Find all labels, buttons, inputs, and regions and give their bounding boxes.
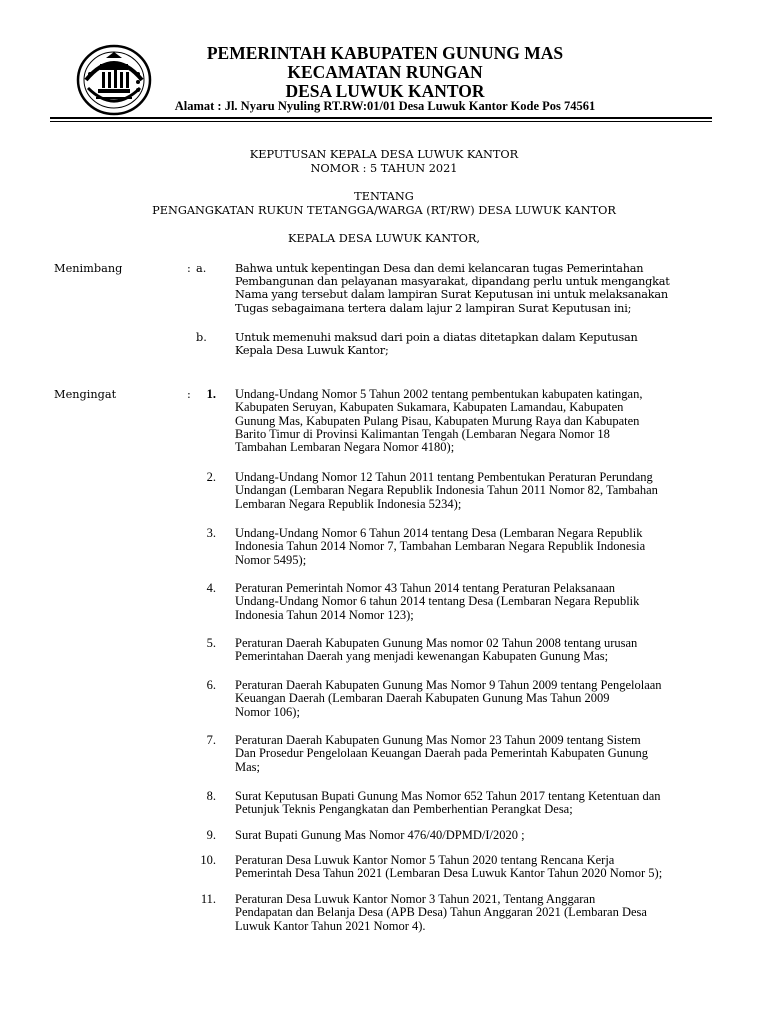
menimbang-colon: : [187, 262, 191, 275]
mengingat-label: Mengingat [54, 388, 117, 401]
mengingat-line: Surat Bupati Gunung Mas Nomor 476/40/DPMD/I/2020 ; [235, 828, 525, 842]
mengingat-item-6 [235, 679, 713, 719]
mengingat-line: Nomor 5495); [235, 552, 307, 567]
letterhead-thin-rule [50, 121, 712, 122]
decree-title: KEPUTUSAN KEPALA DESA LUWUK KANTOR [249, 148, 519, 161]
menimbang-line: Kepala Desa Luwuk Kantor; [235, 344, 389, 358]
mengingat-item-8 [235, 790, 713, 817]
menimbang-item-a [235, 262, 713, 315]
letterhead-thick-rule [50, 117, 712, 119]
mengingat-item-2 [235, 471, 713, 511]
mengingat-number-6: 6. [206, 678, 216, 692]
mengingat-line: Surat Keputusan Bupati Gunung Mas Nomor 652 Tahun 2017 tentang Ketentuan dan [235, 789, 661, 803]
mengingat-line: Tambahan Lembaran Negara Nomor 4180); [235, 440, 455, 455]
tentang-heading: TENTANG [354, 190, 414, 203]
menimbang-marker-a: a. [196, 262, 207, 275]
mengingat-line: Mas; [235, 759, 260, 774]
mengingat-item-5 [235, 637, 713, 664]
letterhead [0, 0, 768, 120]
mengingat-line: Luwuk Kantor Tahun 2021 Nomor 4). [235, 918, 426, 933]
mengingat-number-3: 3. [206, 526, 216, 540]
menimbang-line: Nama yang tersebut dalam lampiran Surat Keputusan ini untuk melaksanakan [235, 288, 668, 302]
menimbang-marker-b: b. [196, 331, 207, 344]
mengingat-line: Indonesia Tahun 2014 Nomor 7, Tambahan Lembaran Negara Republik Indonesia [235, 539, 646, 554]
issuer-heading: KEPALA DESA LUWUK KANTOR, [288, 232, 480, 245]
mengingat-line: Undang-Undang Nomor 6 Tahun 2014 tentang Desa (Lembaran Negara Republik [235, 526, 643, 540]
menimbang-line: Bahwa untuk kepentingan Desa dan demi kelancaran tugas Pemerintahan [235, 262, 644, 275]
mengingat-number-11: 11. [200, 892, 216, 906]
mengingat-line: Pemerintahan Daerah yang menjadi kewenangan Kabupaten Gunung Mas; [235, 649, 609, 664]
mengingat-line: Gunung Mas, Kabupaten Pulang Pisau, Kabupaten Murung Raya dan Kabupaten [235, 413, 640, 428]
district-name: KECAMATAN RUNGAN [287, 62, 483, 82]
mengingat-line: Peraturan Daerah Kabupaten Gunung Mas Nomor 9 Tahun 2009 tentang Pengelolaan [235, 678, 662, 692]
mengingat-line: Peraturan Pemerintah Nomor 43 Tahun 2014 tentang Peraturan Pelaksanaan [235, 581, 616, 595]
mengingat-item-9 [235, 829, 713, 842]
mengingat-line: Keuangan Daerah (Lembaran Daerah Kabupaten Gunung Mas Tahun 2009 [235, 691, 610, 706]
menimbang-line: Tugas sebagaimana tertera dalam lajur 2 lampiran Surat Keputusan ini; [235, 301, 632, 315]
mengingat-line: Undang-Undang Nomor 5 Tahun 2002 tentang pembentukan kabupaten katingan, [235, 387, 643, 401]
decree-number: NOMOR : 5 TAHUN 2021 [310, 162, 458, 175]
mengingat-line: Peraturan Desa Luwuk Kantor Nomor 5 Tahun 2020 tentang Rencana Kerja [235, 853, 615, 867]
village-name: DESA LUWUK KANTOR [285, 81, 485, 101]
decree-subject: PENGANGKATAN RUKUN TETANGGA/WARGA (RT/RW) DESA LUWUK KANTOR [152, 204, 616, 217]
mengingat-line: Undang-Undang Nomor 12 Tahun 2011 tentang Pembentukan Peraturan Perundang [235, 470, 653, 484]
mengingat-line: Petunjuk Teknis Pengangkatan dan Pemberhentian Perangkat Desa; [235, 802, 573, 817]
mengingat-line: Indonesia Tahun 2014 Nomor 123); [235, 607, 414, 622]
mengingat-line: Barito Timur di Provinsi Kalimantan Tengah (Lembaran Negara Nomor 18 [235, 426, 610, 441]
office-address: Alamat : Jl. Nyaru Nyuling RT.RW:01/01 Desa Luwuk Kantor Kode Pos 74561 [174, 99, 596, 113]
mengingat-item-4 [235, 582, 713, 622]
mengingat-line: Nomor 106); [235, 704, 300, 719]
mengingat-item-11 [235, 893, 713, 933]
mengingat-line: Dan Prosedur Pengelolaan Keuangan Daerah pada Pemerintah Kabupaten Gunung [235, 746, 649, 761]
letterhead-title-block [155, 44, 615, 101]
mengingat-item-1 [235, 388, 713, 454]
mengingat-line: Pendapatan dan Belanja Desa (APB Desa) Tahun Anggaran 2021 (Lembaran Desa [235, 905, 647, 920]
mengingat-number-7: 7. [206, 733, 216, 747]
mengingat-number-5: 5. [206, 636, 216, 650]
menimbang-line: Untuk memenuhi maksud dari poin a diatas ditetapkan dalam Keputusan [235, 331, 638, 344]
government-name: PEMERINTAH KABUPATEN GUNUNG MAS [206, 43, 564, 63]
mengingat-line: Peraturan Daerah Kabupaten Gunung Mas nomor 02 Tahun 2008 tentang urusan [235, 636, 638, 650]
mengingat-number-9: 9. [206, 828, 216, 842]
mengingat-line: Pemerintah Desa Tahun 2021 (Lembaran Desa Luwuk Kantor Tahun 2020 Nomor 5); [235, 866, 663, 881]
mengingat-line: Kabupaten Seruyan, Kabupaten Sukamara, Kabupaten Lamandau, Kabupaten [235, 400, 624, 415]
menimbang-label: Menimbang [54, 262, 123, 275]
mengingat-line: Undangan (Lembaran Negara Republik Indonesia Tahun 2011 Nomor 82, Tambahan [235, 483, 658, 498]
mengingat-line: Lembaran Negara Republik Indonesia 5234); [235, 496, 462, 511]
mengingat-number-2: 2. [206, 470, 216, 484]
mengingat-number-1: 1. [206, 387, 216, 401]
mengingat-item-3 [235, 527, 713, 567]
mengingat-line: Peraturan Daerah Kabupaten Gunung Mas Nomor 23 Tahun 2009 tentang Sistem [235, 733, 641, 747]
mengingat-number-8: 8. [206, 789, 216, 803]
menimbang-item-b [235, 331, 713, 357]
mengingat-colon: : [187, 388, 191, 401]
mengingat-item-7 [235, 734, 713, 774]
mengingat-line: Peraturan Desa Luwuk Kantor Nomor 3 Tahun 2021, Tentang Anggaran [235, 892, 596, 906]
mengingat-number-10: 10. [200, 853, 216, 867]
mengingat-item-10 [235, 854, 713, 881]
mengingat-number-4: 4. [206, 581, 216, 595]
mengingat-line: Undang-Undang Nomor 6 tahun 2014 tentang Desa (Lembaran Negara Republik [235, 594, 640, 609]
menimbang-line: Pembangunan dan pelayanan masyarakat, dipandang perlu untuk mengangkat [235, 275, 670, 289]
